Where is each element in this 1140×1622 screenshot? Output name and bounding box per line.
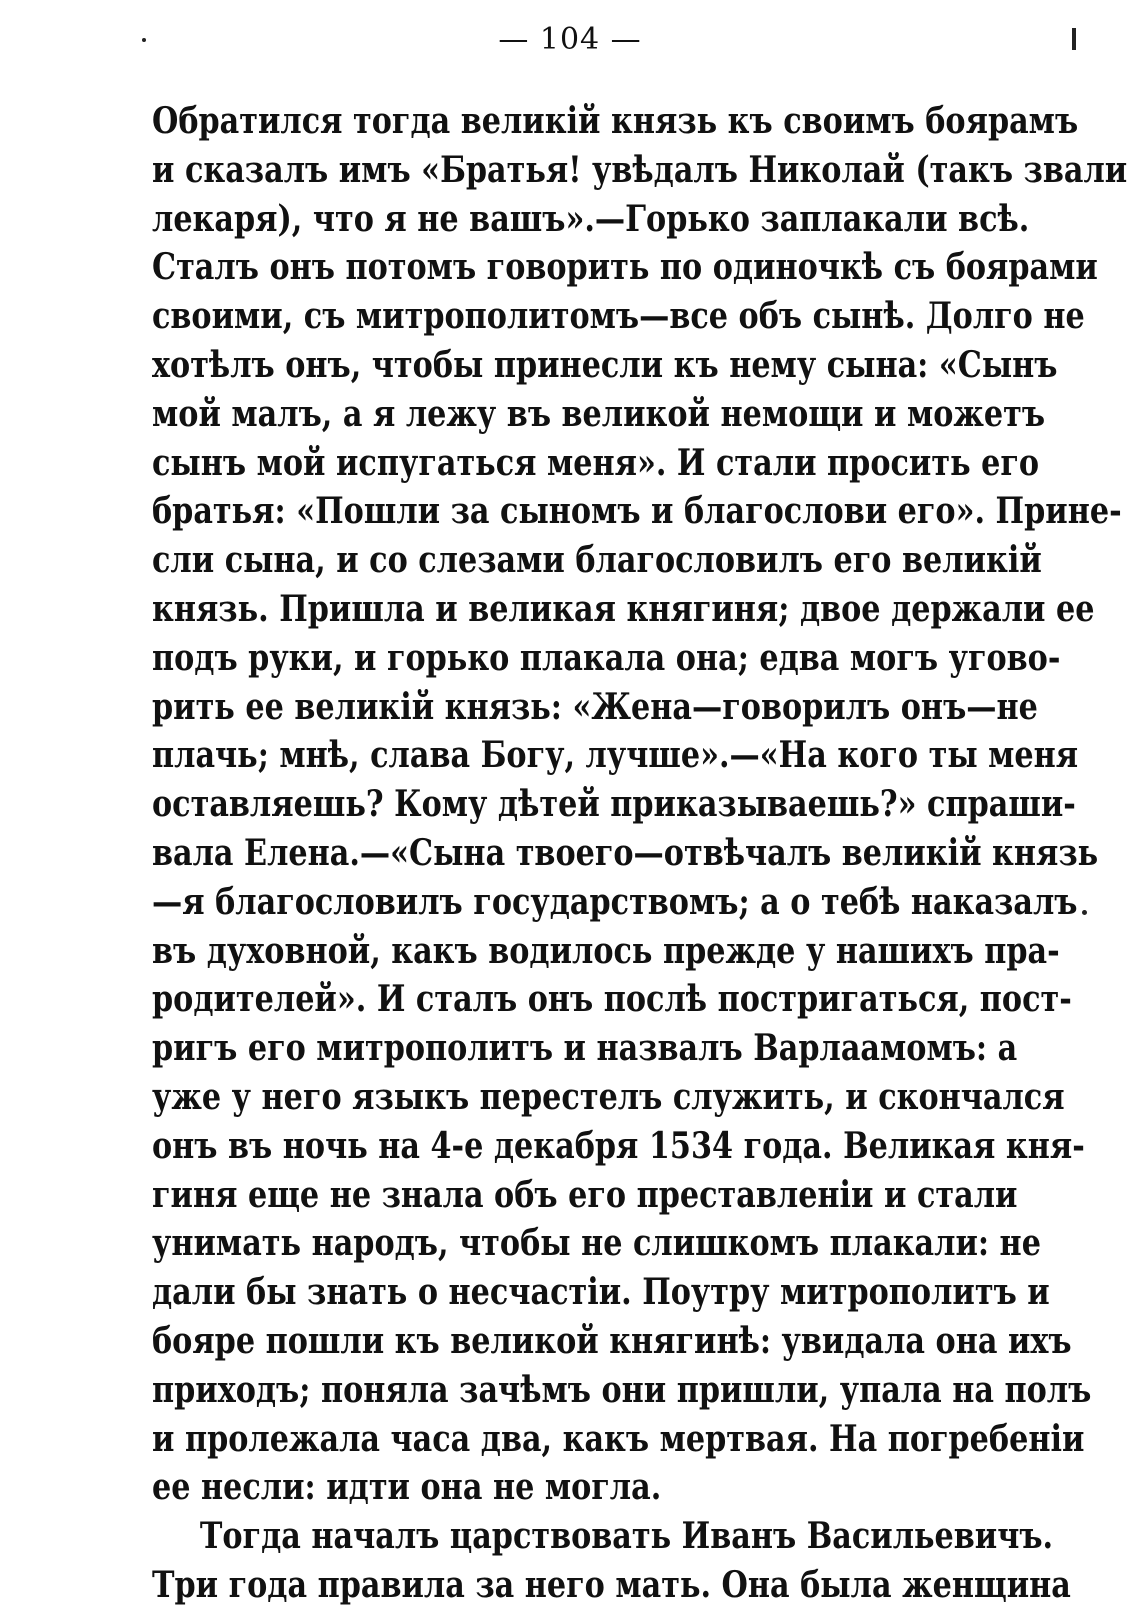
text-line: бояре пошли къ великой княгинѣ: увидала она ихъ: [152, 1319, 1072, 1362]
text-line: Сталъ онъ потомъ говорить по одиночкѣ съ боярами: [152, 246, 1098, 289]
scan-mark: [1082, 910, 1087, 915]
text-line: оставляешь? Кому дѣтей приказываешь?» спраши-: [152, 783, 1076, 826]
text-line: Обратился тогда великій князь къ своимъ боярамъ: [152, 100, 1079, 142]
text-line: онъ въ ночь на 4-е декабря 1534 года. Великая кня-: [152, 1124, 1085, 1167]
text-line: сынъ мой испугаться меня». И стали просить его: [152, 441, 1040, 484]
scan-mark: [1072, 28, 1076, 50]
text-line: князь. Пришла и великая княгиня; двое держали ее: [152, 587, 1095, 630]
text-line: родителей». И сталъ онъ послѣ постригаться, пост-: [152, 978, 1072, 1021]
text-line: —я благословилъ государствомъ; а о тебѣ наказалъ: [152, 880, 1078, 923]
text-line: и пролежала часа два, какъ мертвая. На погребеніи: [152, 1417, 1085, 1460]
text-line: унимать народъ, чтобы не слишкомъ плакали: не: [152, 1222, 1041, 1265]
page-body: [152, 97, 1128, 1610]
text-line: ригъ его митрополитъ и назвалъ Варлаамомъ: а: [152, 1027, 1018, 1070]
text-line: въ духовной, какъ водилось прежде у нашихъ пра-: [152, 929, 1060, 972]
text-line: вала Елена.—«Сына твоего—отвѣчалъ великій князь: [152, 831, 1099, 874]
text-line: своими, съ митрополитомъ—все объ сынѣ. Долго не: [152, 295, 1085, 338]
text-line: Три года правила за него мать. Она была женщина: [152, 1563, 1071, 1606]
text-line: хотѣлъ онъ, чтобы принесли къ нему сына: «Сынъ: [152, 343, 1058, 386]
scan-mark: [142, 38, 146, 42]
text-line: приходъ; поняла зачѣмъ они пришли, упала на полъ: [152, 1368, 1092, 1411]
page-number: — 104 —: [498, 22, 642, 57]
paragraph: [152, 1512, 1071, 1610]
text-line: дали бы знать о несчастіи. Поутру митрополитъ и: [152, 1271, 1050, 1314]
text-line: и сказалъ имъ «Братья! увѣдалъ Николай (такъ звали: [152, 148, 1128, 191]
text-line: Тогда началъ царствовать Иванъ Васильевичъ.: [199, 1515, 1054, 1558]
text-line: рить ее великій князь: «Жена—говорилъ онъ—не: [152, 685, 1038, 728]
text-line: ее несли: идти она не могла.: [152, 1466, 662, 1509]
text-line: уже у него языкъ перестелъ служить, и скончался: [152, 1075, 1065, 1118]
text-line: плачь; мнѣ, слава Богу, лучше».—«На кого ты меня: [152, 734, 1079, 777]
text-line: братья: «Пошли за сыномъ и благослови его». Прине-: [152, 490, 1122, 533]
text-line: гиня еще не знала объ его преставленіи и стали: [152, 1173, 1018, 1216]
text-line: сли сына, и со слезами благословилъ его великій: [152, 539, 1042, 582]
paragraph: [152, 97, 1128, 1512]
text-line: лекаря), что я не вашъ».—Горько заплакали всѣ.: [152, 197, 1030, 240]
text-line: мой малъ, а я лежу въ великой немощи и можетъ: [152, 392, 1046, 435]
text-line: подъ руки, и горько плакала она; едва могъ угово-: [152, 636, 1061, 679]
